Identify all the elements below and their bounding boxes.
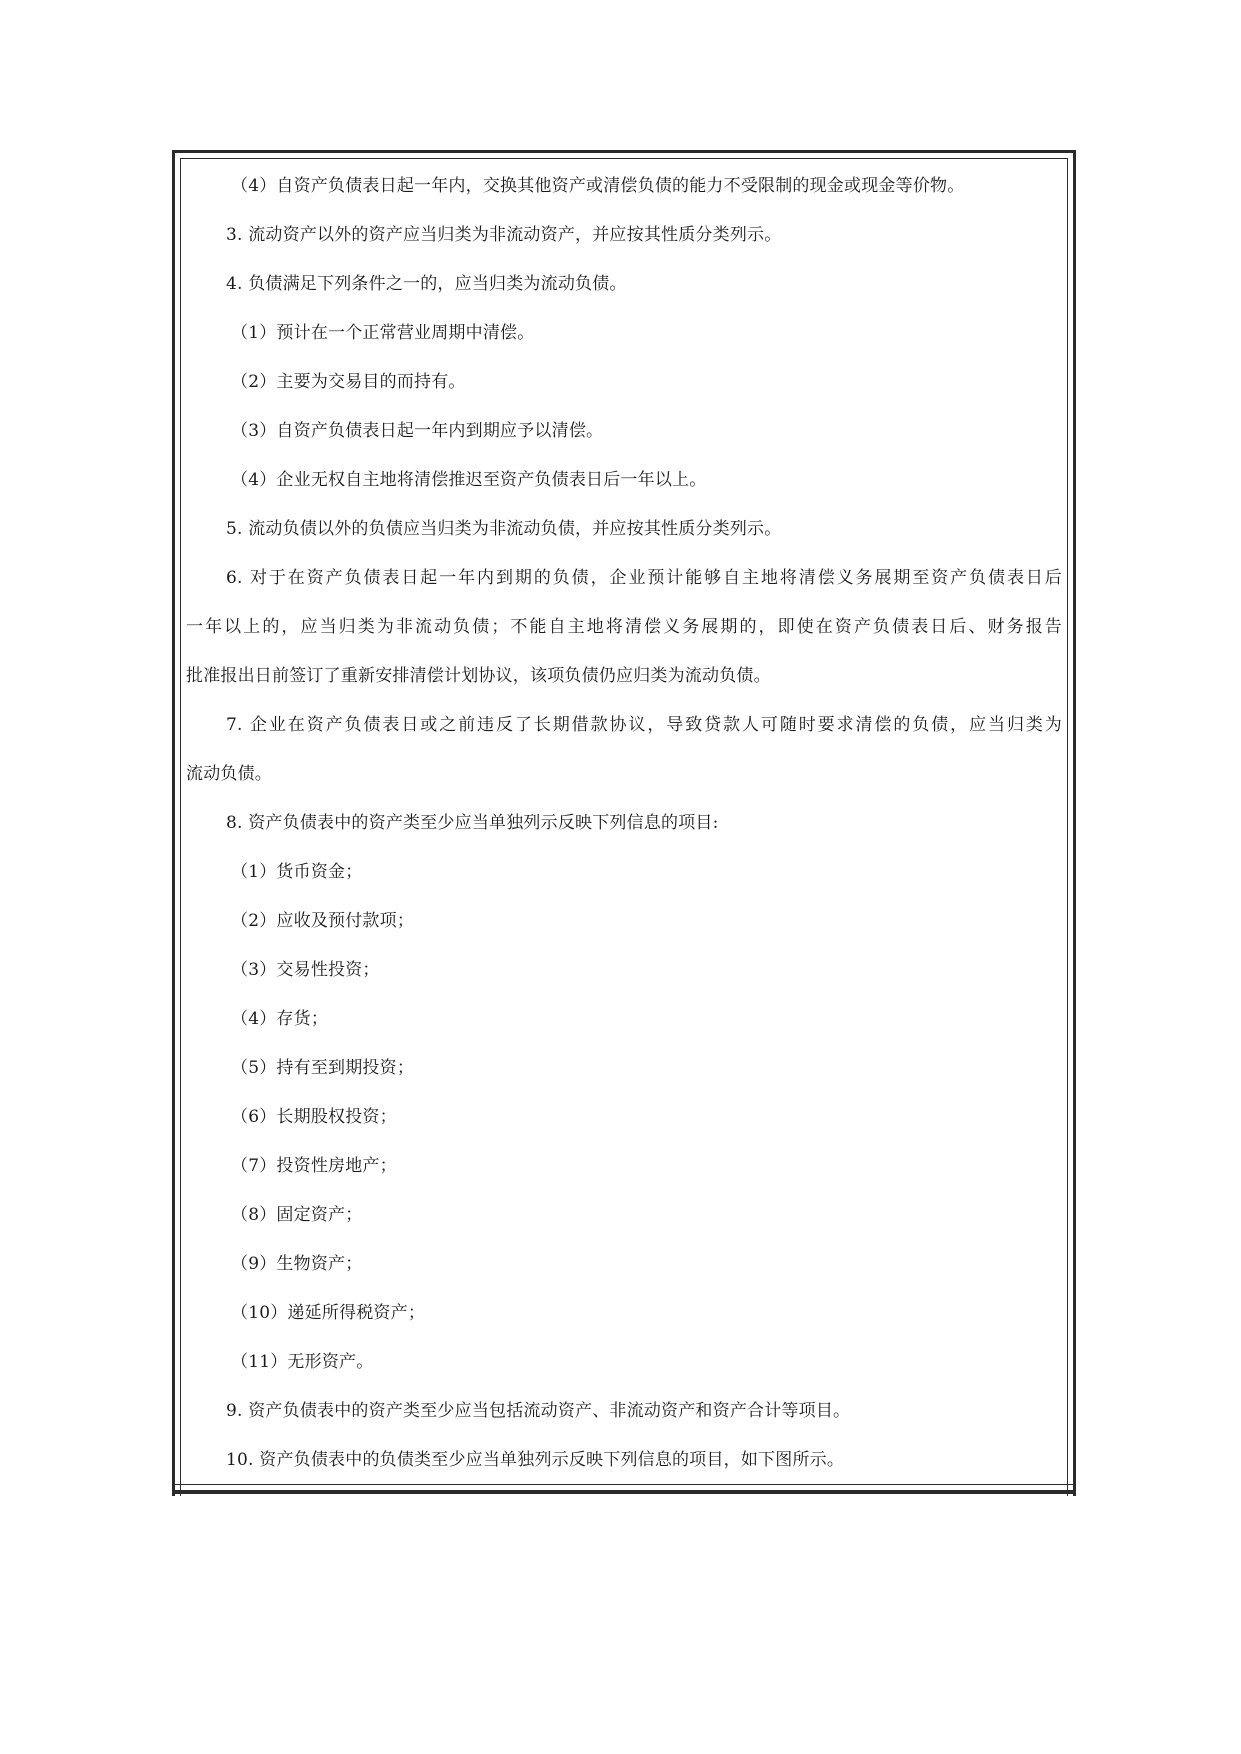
text-line: （4）自资产负债表日起一年内，交换其他资产或清偿负债的能力不受限制的现金或现金等价物。 [231,176,965,196]
text-line: （3）交易性投资； [231,960,380,980]
text-line: （7）投资性房地产； [231,1156,397,1176]
text-line: （2）主要为交易目的而持有。 [231,372,466,392]
text-line: （3）自资产负债表日起一年内到期应予以清偿。 [231,421,604,441]
text-line: （2）应收及预付款项； [231,911,415,931]
text-line: 4. 负债满足下列条件之一的，应当归类为流动负债。 [226,274,627,294]
document-body [186,162,1062,1485]
text-line: （4）存货； [231,1009,329,1029]
text-line: 10. 资产负债表中的负债类至少应当单独列示反映下列信息的项目，如下图所示。 [226,1450,845,1470]
text-line: （10）递延所得税资产； [231,1303,426,1323]
text-line: 9. 资产负债表中的资产类至少应当包括流动资产、非流动资产和资产合计等项目。 [226,1401,851,1421]
text-line: 批准报出日前签订了重新安排清偿计划协议，该项负债仍应归类为流动负债。 [186,666,771,686]
text-line: 流动负债。 [186,764,272,784]
text-line: （1）货币资金； [231,862,363,882]
text-line: （4）企业无权自主地将清偿推迟至资产负债表日后一年以上。 [231,470,707,490]
bottom-rule-thick [172,1490,1076,1494]
text-line: （9）生物资产； [231,1254,363,1274]
text-line: （1）预计在一个正常营业周期中清偿。 [231,323,535,343]
text-line: 8. 资产负债表中的资产类至少应当单独列示反映下列信息的项目: [226,813,719,833]
text-line: 6. 对于在资产负债表日起一年内到期的负债，企业预计能够自主地将清偿义务展期至资产负债表日后 [226,568,1062,588]
text-line: 一年以上的，应当归类为非流动负债；不能自主地将清偿义务展期的，即使在资产负债表日后、财务报告 [186,617,1062,637]
text-line: 7. 企业在资产负债表日或之前违反了长期借款协议，导致贷款人可随时要求清偿的负债，应当归类为 [226,715,1062,735]
text-line: 3. 流动资产以外的资产应当归类为非流动资产，并应按其性质分类列示。 [226,225,782,245]
text-line: （11）无形资产。 [231,1352,374,1372]
text-line: （8）固定资产； [231,1205,363,1225]
text-line: （5）持有至到期投资； [231,1058,415,1078]
text-line: （6）长期股权投资； [231,1107,397,1127]
text-line: 5. 流动负债以外的负债应当归类为非流动负债，并应按其性质分类列示。 [226,519,782,539]
